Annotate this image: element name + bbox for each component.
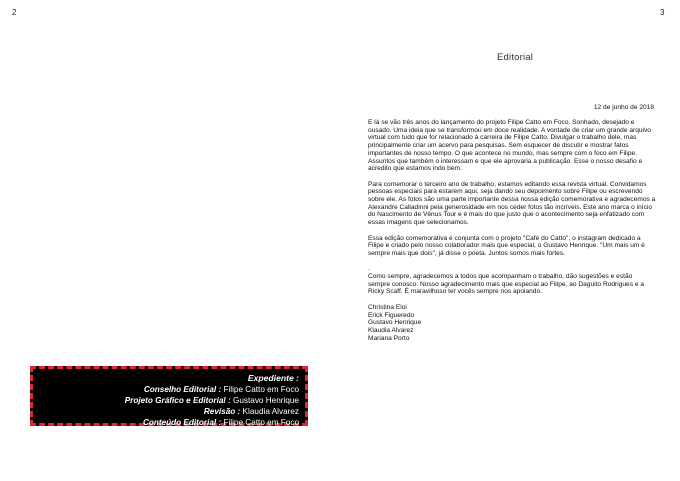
expediente-label: Revisão : — [203, 407, 241, 416]
expediente-label: Conteúdo Editorial : — [142, 418, 222, 427]
expediente-box — [30, 366, 308, 426]
page-number-right: 3 — [660, 8, 665, 17]
editorial-dot: . — [368, 265, 370, 273]
signature-name: Erick Figueredo — [368, 311, 415, 319]
expediente-label: Conselho Editorial : — [143, 385, 222, 394]
expediente-value: Filipe Catto em Foco — [221, 418, 299, 427]
expediente-row-conteudo — [33, 417, 299, 428]
expediente-label: Projeto Gráfico e Editorial : — [124, 396, 231, 405]
expediente-row-projeto — [33, 395, 299, 406]
editorial-closing: Como sempre, agradecemos a todos que acompanham o trabalho, dão sugestões e estão sempre conosco. Nosso agradecimento mais que especial ao Filipe, ao Daguito Rodrigues e a Ricky Scaff. É maravilhoso ter vocês sempre nos apoiando. — [368, 273, 644, 296]
editorial-title: Editorial — [497, 52, 534, 63]
signature-name: Christina Eloi — [368, 303, 407, 311]
editorial-date: 12 de junho de 2018 — [593, 104, 654, 111]
page-number-left: 2 — [12, 8, 17, 17]
editorial-paragraph: Para comemorar o terceiro ano de trabalho, estamos editando essa revista virtual. Convidamos pessoas especiais para estarem aqui, seja dando seu depoimento sobre Filipe ou escrevendo sobre ele. As fotos são uma parte importante dessa nossa edição comemorativa e agradecemos a Alexandre Calladinni pela generosidade em nos ceder fotos tão incríveis. Este ano marca o início do Nascimento de Vênus Tour e é mais do que justo que o acontecimento seja enfatizado com essas imagens que selecionamos. — [368, 180, 656, 227]
expediente-value: Filipe Catto em Foco — [221, 385, 299, 394]
expediente-value: Gustavo Henrique — [230, 396, 299, 405]
signature-name: Mariana Porto — [368, 334, 410, 342]
signature-name: Klaudia Alvarez — [368, 326, 414, 334]
editorial-body — [368, 119, 656, 342]
signatures-list — [368, 304, 656, 343]
editorial-paragraph: Essa edição comemorativa é conjunta com o projeto "Café do Catto", o instagram dedicado a Filipe e criado pelo nosso colaborador mais que especial, o Gustavo Henrique. "Um mais um é sempre mais que dois", já disse o poeta. Juntos somos mais fortes. — [368, 234, 645, 257]
expediente-row-conselho — [33, 384, 299, 395]
signature-name: Gustavo Henrique — [368, 319, 422, 327]
expediente-value: Klaudia Alvarez — [240, 407, 299, 416]
expediente-title: Expediente : — [247, 373, 299, 383]
expediente-row-revisao — [33, 406, 299, 417]
editorial-paragraph: E lá se vão três anos do lançamento do projeto Filipe Catto em Foco. Sonhado, desejado e ousado. Uma ideia que se transformou em doce realidade. A vontade de criar um grande arquivo virtual com tudo que for relacionado à carreira de Filipe Catto. Divulgar o trabalho dele, mas principalmente criar um acervo para pesquisas. Sem esquecer de discutir e mostrar fatos importantes de nosso tempo. O que acontece no mundo, mas sempre com o foco em Filipe. Assuntos que também o interessam e que ele aprovaria a publicação. Esse o nosso desafio e acredito que estamos indo bem. — [368, 119, 651, 173]
